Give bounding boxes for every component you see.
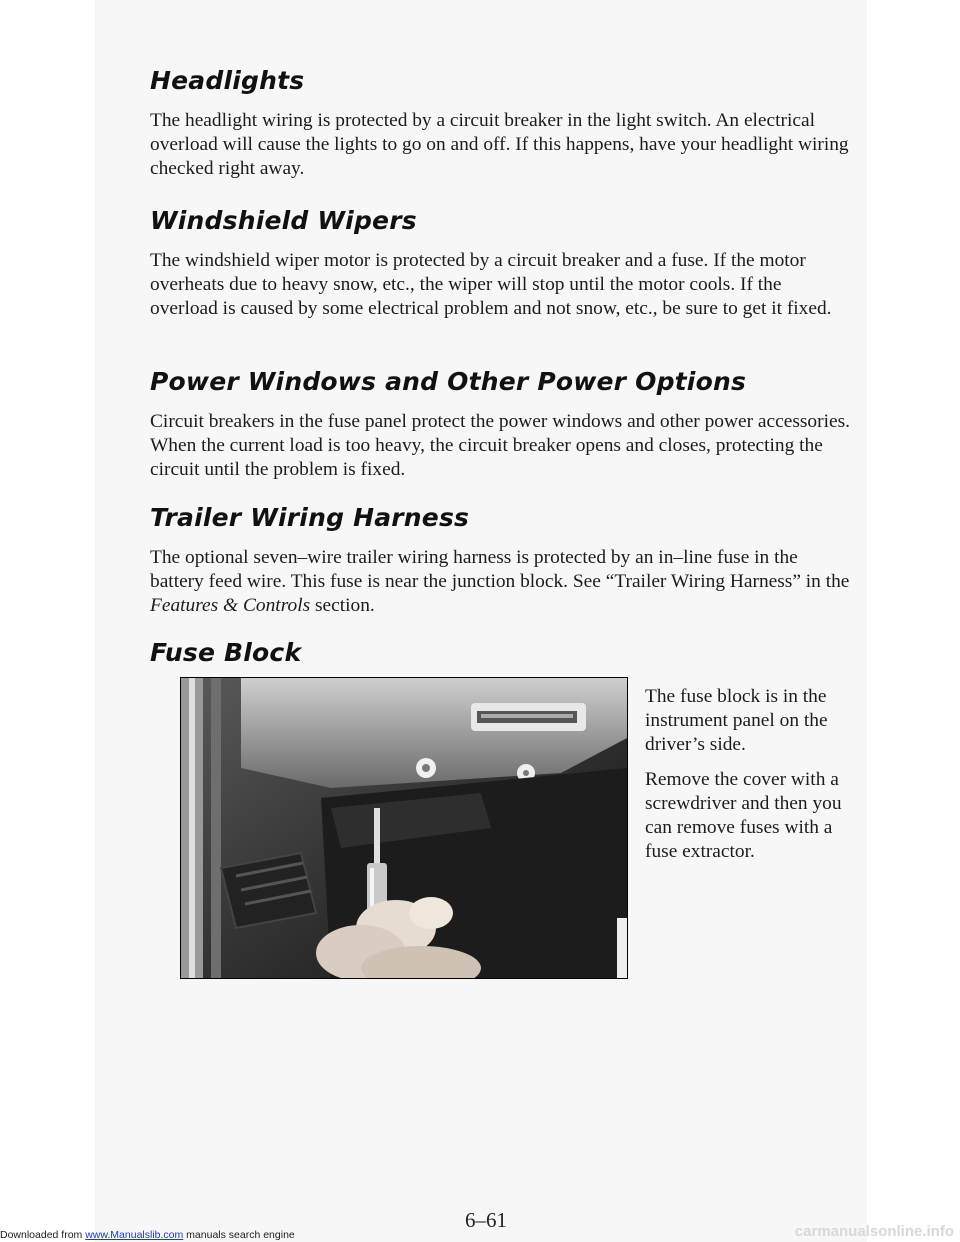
fuse-block-heading: Fuse Block xyxy=(150,638,302,667)
fuse-block-photo xyxy=(180,677,628,979)
headlights-paragraph: The headlight wiring is protected by a circuit breaker in the light switch. An electrical overload will cause the lights to go on and off. If this happens, have your headlight wiring checked right away. xyxy=(150,110,849,179)
manualslib-link[interactable]: www.Manualslib.com xyxy=(85,1229,184,1241)
trailer-wiring-heading: Trailer Wiring Harness xyxy=(150,503,470,532)
watermark: carmanualsonline.info xyxy=(794,1223,954,1240)
trailer-wiring-paragraph xyxy=(150,546,850,618)
windshield-wipers-heading: Windshield Wipers xyxy=(150,206,417,235)
features-controls-reference: Features & Controls xyxy=(150,595,311,616)
trailer-text-end: section. xyxy=(310,595,375,616)
windshield-wipers-paragraph: The windshield wiper motor is protected by a circuit breaker and a fuse. If the motor overheats due to heavy snow, etc., the wiper will stop until the motor cools. If the overload is caused by some electrical problem and not snow, etc., be sure to get it fixed. xyxy=(150,250,832,319)
trailer-text-start: The optional seven–wire trailer wiring harness is protected by an in–line fuse in the battery feed wire. This fuse is near the junction block. See “Trailer Wiring Harness” in the xyxy=(150,547,850,592)
download-footer xyxy=(0,1229,295,1241)
footer-prefix: Downloaded from xyxy=(0,1229,86,1241)
footer-suffix: manuals search engine xyxy=(183,1229,295,1241)
power-windows-heading: Power Windows and Other Power Options xyxy=(150,367,747,396)
page-number: 6–61 xyxy=(465,1208,507,1232)
power-windows-paragraph: Circuit breakers in the fuse panel protect the power windows and other power accessories. When the current load is too heavy, the circuit breaker opens and closes, protecting the circuit until the problem is fixed. xyxy=(150,411,850,480)
fuse-block-location-text: The fuse block is in the instrument panel on the driver’s side. xyxy=(645,686,828,755)
fuse-block-removal-text: Remove the cover with a screwdriver and then you can remove fuses with a fuse extractor. xyxy=(645,769,842,862)
manual-page xyxy=(95,0,867,1242)
headlights-heading: Headlights xyxy=(150,66,305,95)
